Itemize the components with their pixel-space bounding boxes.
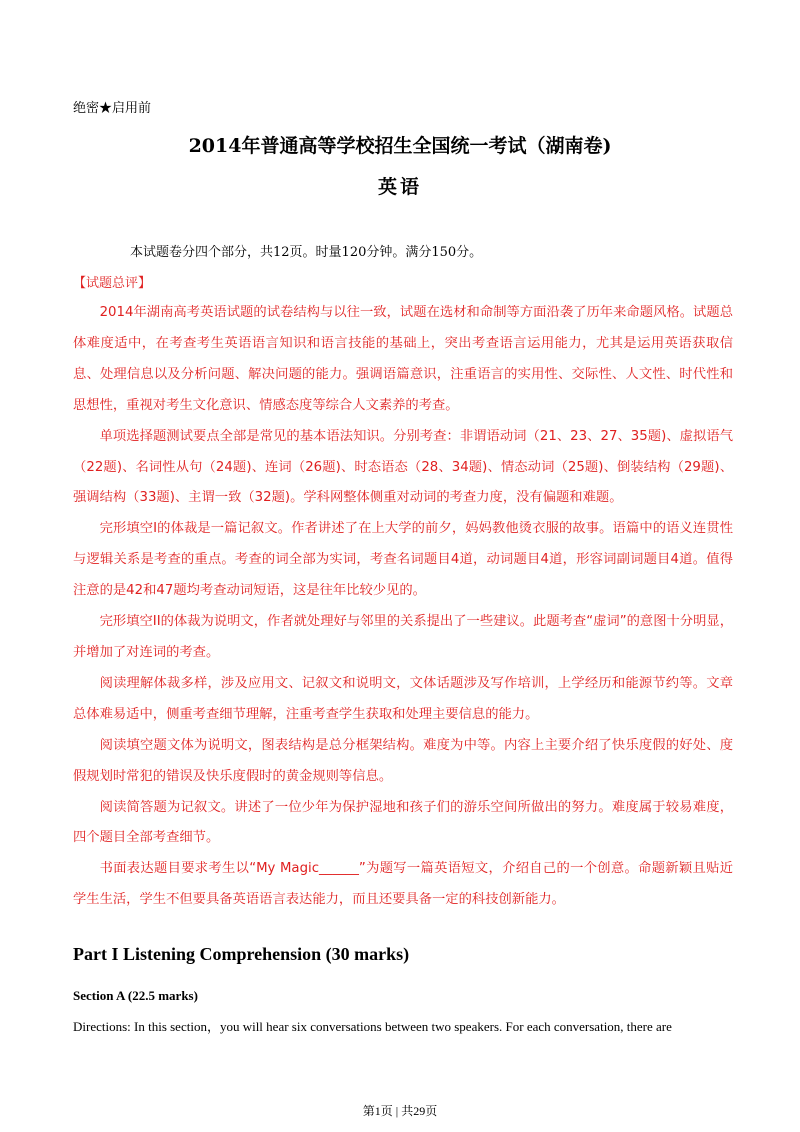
review-paragraph: 阅读简答题为记叙文。讲述了一位少年为保护湿地和孩子们的游乐空间所做出的努力。难度属于较易难度，四个题目全部考查细节。: [73, 799, 733, 846]
review-body: [73, 298, 733, 916]
review-paragraph: 完形填空I的体裁是一篇记叙文。作者讲述了在上大学的前夕，妈妈教他烫衣服的故事。语篇中的语义连贯性与逻辑关系是考查的重点。考查的词全部为实词，考查名词题目4道，动词题目4道，形容词副词题目4道。值得注意的是42和47题均考查动词短语，这是往年比较少见的。: [73, 521, 733, 599]
page-footer: 第1页 | 共29页: [362, 1104, 438, 1118]
confidential-label: 绝密★启用前: [73, 101, 152, 116]
exam-title: 2014年普通高等学校招生全国统一考试（湖南卷): [188, 135, 612, 157]
part-heading: Part I Listening Comprehension (30 marks): [73, 944, 410, 964]
review-paragraph: 完形填空II的体裁为说明文，作者就处理好与邻里的关系提出了一些建议。此题考查“虚词”的意图十分明显，并增加了对连词的考查。: [73, 614, 733, 660]
review-paragraph: 阅读填空题文体为说明文，图表结构是总分框架结构。难度为中等。内容上主要介绍了快乐度假的好处、度假规划时常犯的错误及快乐度假时的黄金规则等信息。: [73, 737, 733, 784]
section-heading: Section A (22.5 marks): [73, 988, 198, 1003]
review-paragraph: 书面表达题目要求考生以“My Magic______”为题写一篇英语短文，介绍自己的一个创意。命题新颖且贴近学生生活，学生不但要具备英语语言表达能力，而且还要具备一定的科技创新能力。: [73, 861, 733, 908]
review-paragraph: 2014年湖南高考英语试题的试卷结构与以往一致，试题在选材和命制等方面沿袭了历年来命题风格。试题总体难度适中，在考查考生英语语言知识和语言技能的基础上，突出考查语言运用能力，尤其是运用英语获取信息、处理信息以及分析问题、解决问题的能力。强调语篇意识，注重语言的实用性、交际性、人文性、时代性和思想性，重视对考生文化意识、情感态度等综合人文素养的考查。: [73, 305, 733, 413]
exam-intro: 本试题卷分四个部分，共12页。时量120分钟。满分150分。: [130, 245, 483, 260]
review-paragraph: 单项选择题测试要点全部是常见的基本语法知识。分别考查：非谓语动词（21、23、27、35题)、虚拟语气（22题)、名词性从句（24题)、连词（26题)、时态语态（28、34题)、情态动词（25题)、倒装结构（29题)、强调结构（33题)、主谓一致（32题)。学科网整体侧重对动词的考查力度，没有偏题和难题。: [73, 428, 733, 506]
directions-text: Directions: In this section，you will hear six conversations between two speakers. For each conversation, there are: [73, 1019, 672, 1034]
review-tag: 【试题总评】: [73, 276, 152, 291]
review-paragraph: 阅读理解体裁多样，涉及应用文、记叙文和说明文，文体话题涉及写作培训，上学经历和能源节约等。文章总体难易适中，侧重考查细节理解，注重考查学生获取和处理主要信息的能力。: [73, 675, 733, 722]
subject-title: 英语: [377, 176, 422, 198]
